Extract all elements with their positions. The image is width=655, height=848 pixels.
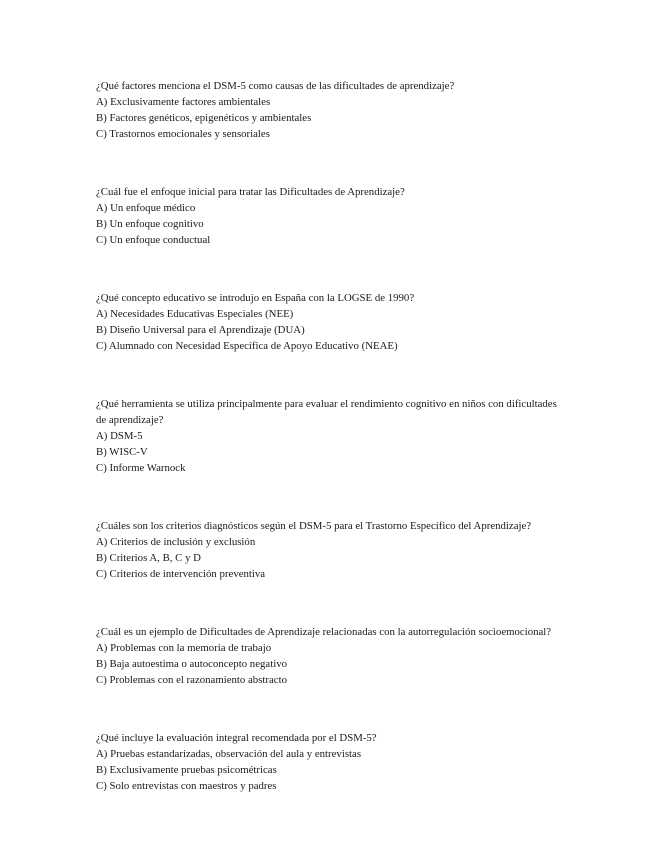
option-a: A) DSM-5	[96, 430, 143, 442]
question-block-6	[96, 624, 558, 688]
options-list	[96, 428, 558, 476]
question-block-7	[96, 730, 558, 794]
option-b: B) Factores genéticos, epigenéticos y ambientales	[96, 112, 312, 124]
option-c: C) Solo entrevistas con maestros y padres	[96, 780, 277, 792]
question-text: ¿Cuál es un ejemplo de Dificultades de Aprendizaje relacionadas con la autorregulación socioemocional?	[96, 626, 552, 638]
question-text: ¿Qué incluye la evaluación integral recomendada por el DSM-5?	[96, 732, 377, 744]
options-list	[96, 746, 558, 794]
option-a: A) Exclusivamente factores ambientales	[96, 96, 271, 108]
option-b: B) WISC-V	[96, 446, 148, 458]
options-list	[96, 306, 558, 354]
option-c: C) Alumnado con Necesidad Específica de Apoyo Educativo (NEAE)	[96, 340, 398, 352]
question-block-5	[96, 518, 558, 582]
option-c: C) Criterios de intervención preventiva	[96, 568, 266, 580]
question-text: ¿Cuáles son los criterios diagnósticos según el DSM-5 para el Trastorno Específico del Aprendizaje?	[96, 520, 532, 532]
option-c: C) Problemas con el razonamiento abstracto	[96, 674, 287, 686]
option-a: A) Un enfoque médico	[96, 202, 196, 214]
option-b: B) Exclusivamente pruebas psicométricas	[96, 764, 277, 776]
option-a: A) Criterios de inclusión y exclusión	[96, 536, 256, 548]
option-b: B) Baja autoestima o autoconcepto negativo	[96, 658, 287, 670]
options-list	[96, 200, 558, 248]
question-text: ¿Qué herramienta se utiliza principalmente para evaluar el rendimiento cognitivo en niños con dificultades de aprendizaje?	[96, 398, 557, 426]
question-block-2	[96, 184, 558, 248]
option-c: C) Trastornos emocionales y sensoriales	[96, 128, 270, 140]
options-list	[96, 534, 558, 582]
question-text: ¿Qué factores menciona el DSM-5 como causas de las dificultades de aprendizaje?	[96, 80, 455, 92]
option-a: A) Necesidades Educativas Especiales (NEE)	[96, 308, 294, 320]
option-a: A) Pruebas estandarizadas, observación del aula y entrevistas	[96, 748, 362, 760]
options-list	[96, 94, 558, 142]
option-b: B) Un enfoque cognitivo	[96, 218, 204, 230]
question-block-1	[96, 78, 558, 142]
option-b: B) Criterios A, B, C y D	[96, 552, 201, 564]
question-text: ¿Qué concepto educativo se introdujo en España con la LOGSE de 1990?	[96, 292, 415, 304]
option-a: A) Problemas con la memoria de trabajo	[96, 642, 272, 654]
option-c: C) Informe Warnock	[96, 462, 186, 474]
quiz-content	[96, 78, 558, 794]
options-list	[96, 640, 558, 688]
option-b: B) Diseño Universal para el Aprendizaje (DUA)	[96, 324, 305, 336]
question-block-4	[96, 396, 558, 476]
question-block-3	[96, 290, 558, 354]
option-c: C) Un enfoque conductual	[96, 234, 211, 246]
question-text: ¿Cuál fue el enfoque inicial para tratar las Dificultades de Aprendizaje?	[96, 186, 405, 198]
